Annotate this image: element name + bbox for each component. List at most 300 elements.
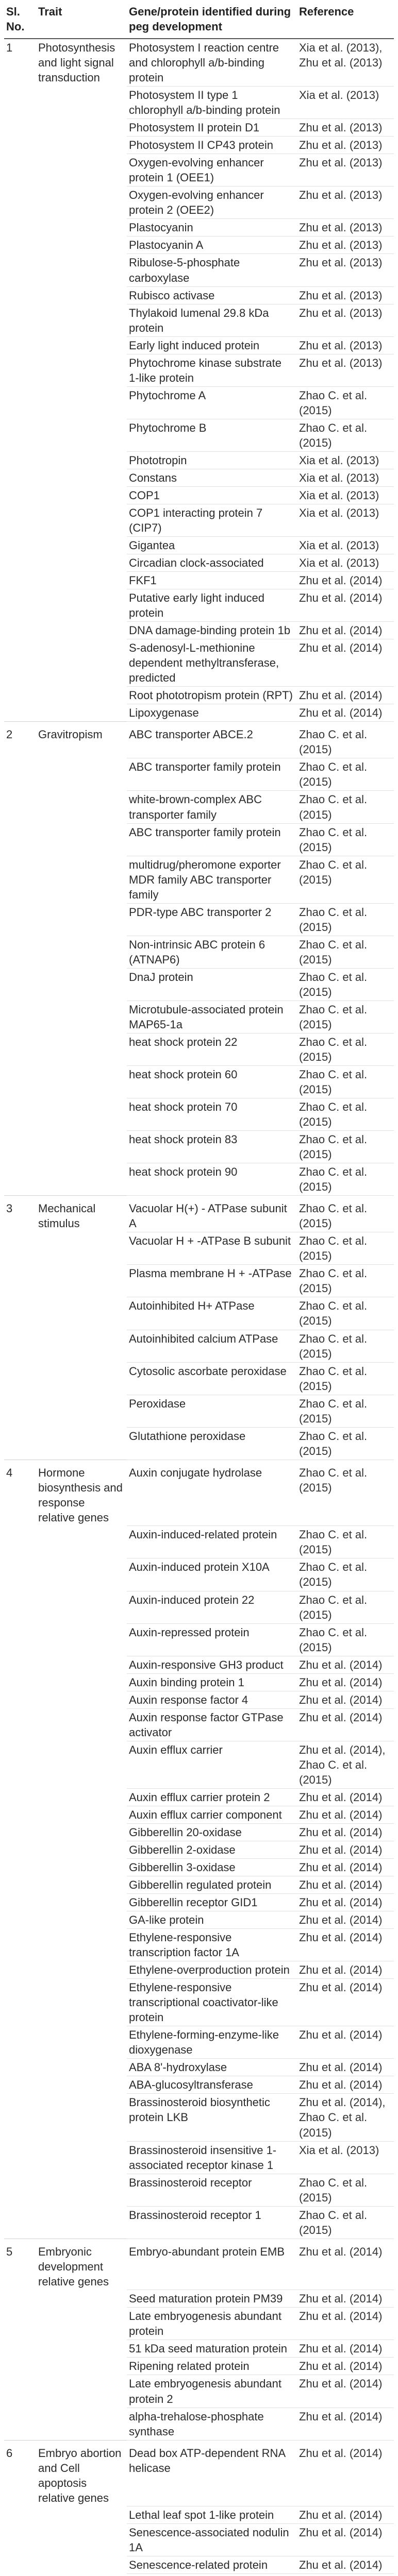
gene-protein-cell: COP1 — [127, 486, 297, 504]
sl-no-cell — [4, 1788, 36, 1806]
gene-protein-cell: PDR-type ABC transporter 2 — [127, 903, 297, 936]
trait-cell — [36, 1673, 127, 1691]
table-row — [4, 2340, 394, 2358]
sl-no-cell — [4, 2206, 36, 2239]
sl-no-cell — [4, 1691, 36, 1708]
sl-no-cell — [4, 451, 36, 469]
gene-protein-cell: Brassinosteroid biosynthetic protein LKB — [127, 2094, 297, 2141]
trait-cell — [36, 1806, 127, 1823]
gene-protein-cell: heat shock protein 70 — [127, 1098, 297, 1131]
trait-cell — [36, 336, 127, 354]
trait-cell — [36, 1131, 127, 1163]
reference-cell: Zhao C. et al. (2015) — [297, 1098, 394, 1131]
reference-cell: Zhu et al. (2014) — [297, 2076, 394, 2094]
sl-no-cell — [4, 2524, 36, 2556]
gene-protein-cell: Auxin-induced protein 22 — [127, 1591, 297, 1623]
table-row — [4, 1330, 394, 1362]
sl-no-cell — [4, 1894, 36, 1911]
gene-protein-cell: Peroxidase — [127, 1395, 297, 1427]
trait-cell — [36, 1823, 127, 1841]
reference-cell: Zhu et al. (2014) — [297, 1894, 394, 1911]
reference-cell: Zhu et al. (2014), Zhao C. et al. (2015) — [297, 2094, 394, 2141]
sl-no-cell — [4, 2574, 36, 2576]
trait-cell — [36, 1859, 127, 1876]
gene-protein-cell: DnaJ protein — [127, 968, 297, 1001]
reference-cell: Zhu et al. (2014) — [297, 1961, 394, 1979]
sl-no-cell — [4, 354, 36, 386]
trait-cell: Hormone biosynthesis and response relative genes — [36, 1460, 127, 1526]
table-row — [4, 936, 394, 968]
trait-cell — [36, 936, 127, 968]
reference-cell: Xia et al. (2013), Zhu et al. (2013) — [297, 39, 394, 87]
sl-no-cell — [4, 1232, 36, 1265]
table-row — [4, 1591, 394, 1623]
gene-protein-cell: FKF1 — [127, 572, 297, 589]
trait-cell — [36, 1591, 127, 1623]
sl-no-cell — [4, 1806, 36, 1823]
sl-no-cell — [4, 704, 36, 722]
trait-cell — [36, 1708, 127, 1741]
table-row — [4, 254, 394, 286]
trait-cell — [36, 304, 127, 336]
reference-cell: Zhu et al. (2014) — [297, 2059, 394, 2076]
trait-cell — [36, 572, 127, 589]
trait-cell — [36, 1741, 127, 1788]
gene-protein-cell: Ethylene-responsive transcriptional coactivator-like protein — [127, 1979, 297, 2026]
sl-no-cell: 3 — [4, 1196, 36, 1232]
table-row — [4, 639, 394, 687]
gene-protein-cell: Photosystem II protein D1 — [127, 119, 297, 137]
sl-no-cell: 4 — [4, 1460, 36, 1526]
table-row — [4, 2408, 394, 2440]
reference-cell: Zhao C. et al. (2015) — [297, 1131, 394, 1163]
gene-protein-cell: heat shock protein 83 — [127, 1131, 297, 1163]
table-row — [4, 1823, 394, 1841]
reference-cell: Zhu et al. (2014) — [297, 1656, 394, 1673]
sl-no-cell — [4, 1395, 36, 1427]
table-row — [4, 2141, 394, 2174]
gene-protein-cell: Phototropin — [127, 451, 297, 469]
sl-no-cell — [4, 1841, 36, 1858]
table-row — [4, 2556, 394, 2574]
table-row — [4, 137, 394, 154]
reference-cell: Zhu et al. (2014) — [297, 1806, 394, 1823]
sl-no-cell — [4, 1297, 36, 1330]
sl-no-cell — [4, 1656, 36, 1673]
gene-protein-cell: 51 kDa seed maturation protein — [127, 2340, 297, 2358]
table-row — [4, 1098, 394, 1131]
sl-no-cell — [4, 469, 36, 486]
gene-protein-cell: Vacuolar H(+) - ATPase subunit A — [127, 1196, 297, 1232]
reference-cell: Zhao C. et al. (2015) — [297, 722, 394, 758]
trait-cell — [36, 2358, 127, 2375]
table-row — [4, 39, 394, 87]
gene-protein-cell: Vacuolar H + -ATPase B subunit — [127, 1232, 297, 1265]
gene-protein-cell: ABC transporter family protein — [127, 823, 297, 856]
trait-cell — [36, 2574, 127, 2576]
reference-cell: Zhao C. et al. (2015) — [297, 823, 394, 856]
table-row — [4, 1558, 394, 1591]
gene-protein-cell: COP1 interacting protein 7 (CIP7) — [127, 504, 297, 536]
gene-protein-cell: Glutathione peroxidase — [127, 1427, 297, 1460]
table-row — [4, 1911, 394, 1929]
gene-protein-cell: Gibberellin receptor GID1 — [127, 1894, 297, 1911]
table-row — [4, 1163, 394, 1196]
trait-cell — [36, 2174, 127, 2206]
reference-cell: Zhao C. et al. (2015) — [297, 1623, 394, 1656]
gene-protein-cell: Brassinosteroid receptor — [127, 2174, 297, 2206]
trait-cell — [36, 1033, 127, 1065]
table-row — [4, 1979, 394, 2026]
sl-no-cell — [4, 1859, 36, 1876]
gene-protein-cell: Auxin-induced protein X10A — [127, 1558, 297, 1591]
table-row — [4, 469, 394, 486]
trait-cell — [36, 1232, 127, 1265]
header-gene-protein: Gene/protein identified during peg development — [127, 1, 297, 39]
reference-cell: Zhao C. et al. (2015) — [297, 1362, 394, 1395]
sl-no-cell — [4, 554, 36, 572]
sl-no-cell — [4, 2026, 36, 2059]
sl-no-cell — [4, 1929, 36, 1961]
reference-cell: Zhu et al. (2014) — [297, 1823, 394, 1841]
table-row — [4, 1741, 394, 1788]
gene-protein-cell: Non-intrinsic ABC protein 6 (ATNAP6) — [127, 936, 297, 968]
gene-protein-cell: alpha-trehalose-phosphate synthase — [127, 2408, 297, 2440]
sl-no-cell — [4, 1098, 36, 1131]
reference-cell: Zhu et al. (2014) — [297, 2440, 394, 2506]
table-row — [4, 1033, 394, 1065]
reference-cell: Zhu et al. (2014) — [297, 2308, 394, 2340]
sl-no-cell: 2 — [4, 722, 36, 758]
gene-protein-cell: Lethal leaf spot 1-like protein — [127, 2506, 297, 2524]
trait-cell — [36, 154, 127, 187]
reference-cell: Zhao C. et al. (2015) — [297, 1297, 394, 1330]
trait-cell — [36, 968, 127, 1001]
sl-no-cell — [4, 486, 36, 504]
gene-protein-cell: Putative early light induced protein — [127, 589, 297, 622]
reference-cell: Zhu et al. (2014) — [297, 2524, 394, 2556]
reference-cell: Zhu et al. (2014) — [297, 2506, 394, 2524]
gene-protein-cell: Auxin-responsive GH3 product — [127, 1656, 297, 1673]
trait-cell — [36, 1656, 127, 1673]
sl-no-cell — [4, 2094, 36, 2141]
trait-cell — [36, 1297, 127, 1330]
table-row — [4, 1427, 394, 1460]
trait-cell — [36, 1691, 127, 1708]
trait-cell: Gravitropism — [36, 722, 127, 758]
reference-cell: Zhao C. et al. (2015) — [297, 1395, 394, 1427]
sl-no-cell — [4, 1033, 36, 1065]
table-row — [4, 589, 394, 622]
gene-protein-cell: Root phototropism protein (RPT) — [127, 687, 297, 704]
gene-protein-cell: Oxygen-evolving enhancer protein 2 (OEE2) — [127, 187, 297, 219]
reference-cell: Zhu et al. (2013) — [297, 219, 394, 236]
trait-cell — [36, 1876, 127, 1894]
reference-cell: Xia et al. (2013) — [297, 87, 394, 119]
gene-protein-cell: Circadian clock-associated — [127, 554, 297, 572]
sl-no-cell — [4, 336, 36, 354]
table-row — [4, 2524, 394, 2556]
sl-no-cell — [4, 936, 36, 968]
table-row — [4, 622, 394, 639]
trait-cell — [36, 1526, 127, 1558]
sl-no-cell — [4, 87, 36, 119]
gene-protein-cell: Plasma membrane H + -ATPase — [127, 1265, 297, 1297]
table-row — [4, 856, 394, 903]
table-row — [4, 1001, 394, 1033]
table-row — [4, 1656, 394, 1673]
reference-cell: Zhao C. et al. (2015) — [297, 1427, 394, 1460]
reference-cell: Xia et al. (2013) — [297, 469, 394, 486]
gene-protein-cell: Plastocyanin A — [127, 236, 297, 254]
table-row — [4, 572, 394, 589]
sl-no-cell — [4, 572, 36, 589]
sl-no-cell — [4, 1066, 36, 1098]
trait-cell — [36, 2076, 127, 2094]
trait-cell — [36, 254, 127, 286]
trait-cell — [36, 704, 127, 722]
table-row — [4, 1708, 394, 1741]
sl-no-cell — [4, 254, 36, 286]
trait-cell — [36, 486, 127, 504]
table-row — [4, 687, 394, 704]
sl-no-cell — [4, 2059, 36, 2076]
trait-cell — [36, 1929, 127, 1961]
trait-cell — [36, 219, 127, 236]
sl-no-cell — [4, 903, 36, 936]
reference-cell: Zhu et al. (2014) — [297, 2556, 394, 2574]
gene-protein-cell: Seed maturation protein PM39 — [127, 2290, 297, 2308]
gene-table — [4, 1, 394, 2576]
reference-cell: Zhu et al. (2014) — [297, 2375, 394, 2408]
trait-cell — [36, 87, 127, 119]
trait-cell — [36, 1395, 127, 1427]
gene-protein-cell: Thylakoid lumenal 29.8 kDa protein — [127, 304, 297, 336]
gene-protein-cell: Dead box ATP-dependent RNA helicase — [127, 2440, 297, 2506]
table-row — [4, 304, 394, 336]
table-row — [4, 1297, 394, 1330]
table-row — [4, 1232, 394, 1265]
table-row — [4, 236, 394, 254]
sl-no-cell — [4, 1131, 36, 1163]
sl-no-cell — [4, 1911, 36, 1929]
trait-cell — [36, 2524, 127, 2556]
trait-cell — [36, 622, 127, 639]
reference-cell: Zhu et al. (2014) — [297, 2026, 394, 2059]
trait-cell — [36, 1558, 127, 1591]
trait-cell — [36, 2375, 127, 2408]
reference-cell: Zhu et al. (2014) — [297, 622, 394, 639]
gene-protein-cell: heat shock protein 90 — [127, 1163, 297, 1196]
reference-cell: Zhao C. et al. (2015) — [297, 936, 394, 968]
reference-cell: Zhao C. et al. (2015) — [297, 1196, 394, 1232]
sl-no-cell — [4, 1526, 36, 1558]
sl-no-cell — [4, 419, 36, 451]
table-row — [4, 451, 394, 469]
table-row — [4, 2308, 394, 2340]
trait-cell — [36, 856, 127, 903]
table-row — [4, 1362, 394, 1395]
sl-no-cell — [4, 622, 36, 639]
gene-protein-cell: Phytochrome kinase substrate 1-like protein — [127, 354, 297, 386]
gene-protein-cell: Microtubule-associated protein MAP65-1a — [127, 1001, 297, 1033]
reference-cell: Xia et al. (2013) — [297, 537, 394, 554]
sl-no-cell — [4, 1001, 36, 1033]
trait-cell — [36, 2308, 127, 2340]
trait-cell — [36, 419, 127, 451]
gene-protein-cell: Auxin response factor GTPase activator — [127, 1708, 297, 1741]
table-row — [4, 1196, 394, 1232]
reference-cell: Zhu et al. (2014), Zhao C. et al. (2015) — [297, 1741, 394, 1788]
trait-cell: Embryonic development relative genes — [36, 2239, 127, 2290]
table-row — [4, 1623, 394, 1656]
trait-cell — [36, 451, 127, 469]
sl-no-cell — [4, 1708, 36, 1741]
trait-cell — [36, 903, 127, 936]
reference-cell: Zhu et al. (2013) — [297, 354, 394, 386]
reference-cell: Zhu et al. (2013) — [297, 137, 394, 154]
trait-cell — [36, 823, 127, 856]
sl-no-cell — [4, 2340, 36, 2358]
gene-protein-cell: Ribulose-5-phosphate carboxylase — [127, 254, 297, 286]
sl-no-cell — [4, 187, 36, 219]
gene-protein-cell: Cytosolic ascorbate peroxidase — [127, 1362, 297, 1395]
trait-cell — [36, 2026, 127, 2059]
table-row — [4, 554, 394, 572]
sl-no-cell — [4, 2308, 36, 2340]
table-row — [4, 2239, 394, 2290]
table-row — [4, 1673, 394, 1691]
table-row — [4, 1841, 394, 1858]
reference-cell: Zhu et al. (2013) — [297, 119, 394, 137]
gene-protein-cell: Oxygen-evolving enhancer protein 1 (OEE1) — [127, 154, 297, 187]
reference-cell: Zhao C. et al. (2015) — [297, 386, 394, 419]
trait-cell — [36, 2506, 127, 2524]
trait-cell — [36, 286, 127, 304]
reference-cell: Zhao C. et al. (2015) — [297, 1526, 394, 1558]
reference-cell: Zhao C. et al. (2015) — [297, 791, 394, 823]
reference-cell: Zhao C. et al. (2015) — [297, 1163, 394, 1196]
reference-cell: Zhao C. et al. (2015) — [297, 903, 394, 936]
reference-cell: Zhu et al. (2014) — [297, 1691, 394, 1708]
gene-protein-cell: Gibberellin 2-oxidase — [127, 1841, 297, 1858]
gene-protein-cell: Gigantea — [127, 537, 297, 554]
table-row — [4, 968, 394, 1001]
trait-cell — [36, 1427, 127, 1460]
sl-no-cell — [4, 1265, 36, 1297]
table-row — [4, 1788, 394, 1806]
gene-protein-cell: Gibberellin regulated protein — [127, 1876, 297, 1894]
table-row — [4, 537, 394, 554]
gene-protein-cell: Auxin efflux carrier component — [127, 1806, 297, 1823]
sl-no-cell — [4, 1623, 36, 1656]
sl-no-cell — [4, 1427, 36, 1460]
gene-protein-cell: Auxin-repressed protein — [127, 1623, 297, 1656]
trait-cell — [36, 1961, 127, 1979]
gene-protein-cell: Early light induced protein — [127, 336, 297, 354]
sl-no-cell — [4, 504, 36, 536]
trait-cell — [36, 2206, 127, 2239]
table-row — [4, 791, 394, 823]
gene-protein-cell: ABA 8'-hydroxylase — [127, 2059, 297, 2076]
sl-no-cell — [4, 1558, 36, 1591]
trait-cell — [36, 1911, 127, 1929]
sl-no-cell — [4, 2506, 36, 2524]
sl-no-cell — [4, 286, 36, 304]
sl-no-cell — [4, 2408, 36, 2440]
gene-protein-cell: Brassinosteroid receptor 1 — [127, 2206, 297, 2239]
gene-protein-cell: Photosystem I reaction centre and chlorophyll a/b-binding protein — [127, 39, 297, 87]
table-row — [4, 2506, 394, 2524]
table-row — [4, 1460, 394, 1526]
sl-no-cell — [4, 386, 36, 419]
table-row — [4, 1265, 394, 1297]
trait-cell — [36, 187, 127, 219]
reference-cell: Zhao C. et al. (2015) — [297, 968, 394, 1001]
table-row — [4, 386, 394, 419]
trait-cell — [36, 119, 127, 137]
gene-protein-cell: Auxin efflux carrier — [127, 1741, 297, 1788]
sl-no-cell — [4, 1823, 36, 1841]
sl-no-cell — [4, 1362, 36, 1395]
trait-cell — [36, 1894, 127, 1911]
gene-protein-cell: ABC transporter family protein — [127, 758, 297, 791]
trait-cell — [36, 1330, 127, 1362]
gene-protein-cell: Senescence-associated nodulin 1A — [127, 2524, 297, 2556]
gene-protein-cell: Ethylene-overproduction protein — [127, 1961, 297, 1979]
reference-cell: Zhu et al. (2013) — [297, 336, 394, 354]
reference-cell: Zhao C. et al. (2015) — [297, 1001, 394, 1033]
table-row — [4, 1894, 394, 1911]
header-sl-no: Sl. No. — [4, 1, 36, 39]
reference-cell: Zhao C. et al. (2015) — [297, 1330, 394, 1362]
trait-cell — [36, 1001, 127, 1033]
gene-protein-cell: Autoinhibited calcium ATPase — [127, 1330, 297, 1362]
reference-cell: Zhu et al. (2014) — [297, 1673, 394, 1691]
table-row — [4, 1131, 394, 1163]
table-row — [4, 2574, 394, 2576]
sl-no-cell — [4, 823, 36, 856]
table-row — [4, 1876, 394, 1894]
sl-no-cell: 1 — [6, 41, 13, 55]
gene-protein-cell: Late embryogenesis abundant protein 2 — [127, 2375, 297, 2408]
sl-no-cell: 6 — [4, 2440, 36, 2506]
table-row — [4, 2440, 394, 2506]
table-row — [4, 1395, 394, 1427]
trait-cell — [36, 2408, 127, 2440]
reference-cell: Zhu et al. (2014) — [297, 1911, 394, 1929]
sl-no-cell — [4, 119, 36, 137]
sl-no-cell — [4, 219, 36, 236]
reference-cell: Zhao C. et al. (2015) — [297, 1265, 394, 1297]
table-row — [4, 1691, 394, 1708]
reference-cell: Zhu et al. (2014) — [297, 687, 394, 704]
gene-protein-cell: Auxin-induced-related protein — [127, 1526, 297, 1558]
reference-cell: Xia et al. (2013) — [297, 554, 394, 572]
table-row — [4, 2174, 394, 2206]
sl-no-cell — [4, 687, 36, 704]
trait-cell — [36, 1623, 127, 1656]
table-row — [4, 354, 394, 386]
reference-cell — [297, 2574, 394, 2576]
reference-cell: Zhao C. et al. (2015) — [297, 1460, 394, 1526]
trait-cell — [36, 1788, 127, 1806]
table-row — [4, 187, 394, 219]
sl-no-cell — [4, 1961, 36, 1979]
sl-no-cell — [4, 2290, 36, 2308]
reference-cell: Zhu et al. (2013) — [297, 286, 394, 304]
reference-cell: Zhu et al. (2014) — [297, 1859, 394, 1876]
